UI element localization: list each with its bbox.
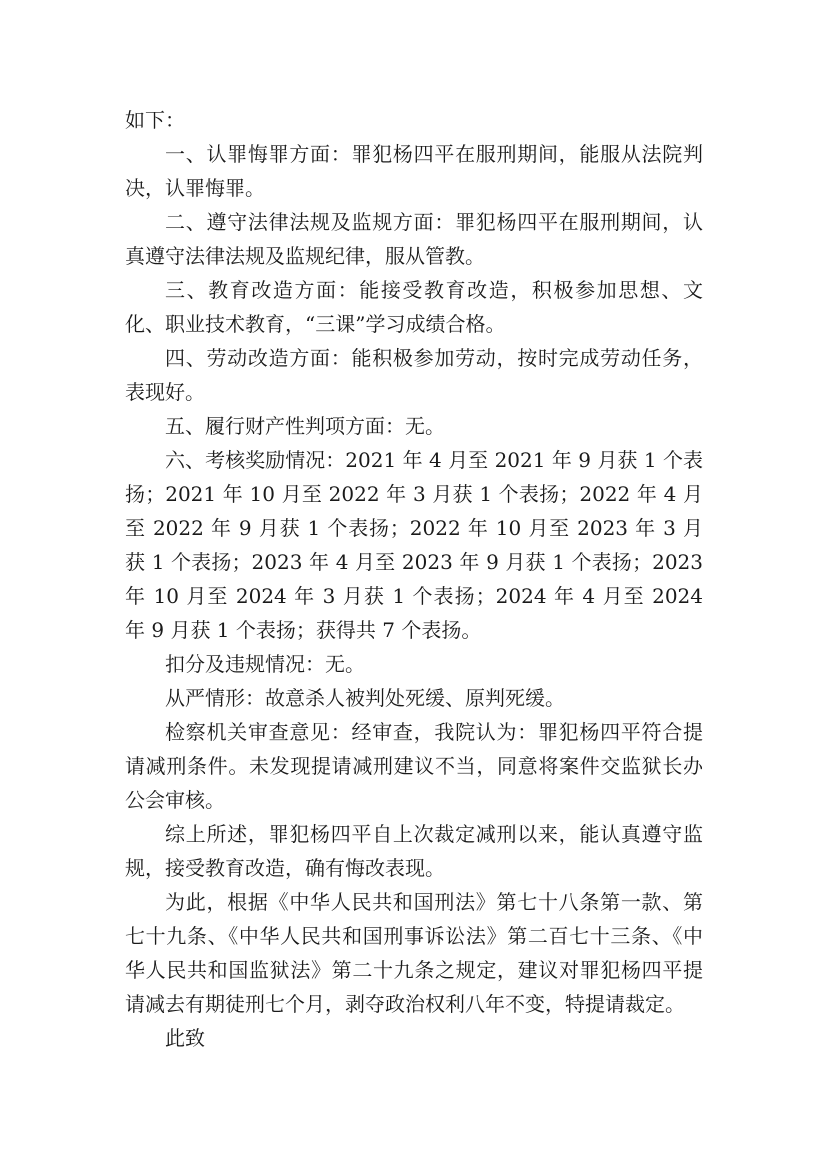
paragraph-strict-circumstances: 从严情形：故意杀人被判处死缓、原判死缓。 bbox=[165, 686, 565, 710]
paragraph-labor: 四、劳动改造方面：能积极参加劳动，按时完成劳动任务，表现好。 bbox=[125, 346, 703, 404]
paragraph-intro: 如下： bbox=[125, 108, 185, 132]
paragraph-legal-basis: 为此，根据《中华人民共和国刑法》第七十八条第一款、第七十九条、《中华人民共和国刑事诉讼法》第二百七十三条、《中华人民共和国监狱法》第二十九条之规定，建议对罪犯杨四平提请减去有期徒刑七个月，剥夺政治权利八年不变，特提请裁定。 bbox=[125, 890, 703, 1016]
paragraph-repentance: 一、认罪悔罪方面：罪犯杨四平在服刑期间，能服从法院判决，认罪悔罪。 bbox=[125, 142, 703, 200]
paragraph-procuratorate-opinion: 检察机关审查意见：经审查，我院认为：罪犯杨四平符合提请减刑条件。未发现提请减刑建议不当，同意将案件交监狱长办公会审核。 bbox=[125, 720, 703, 812]
paragraph-property-obligation: 五、履行财产性判项方面：无。 bbox=[165, 414, 445, 438]
paragraph-violations: 扣分及违规情况：无。 bbox=[165, 652, 365, 676]
paragraph-summary: 综上所述，罪犯杨四平自上次裁定减刑以来，能认真遵守监规，接受教育改造，确有悔改表现。 bbox=[125, 822, 703, 880]
document-body bbox=[125, 103, 703, 1055]
paragraph-law-compliance: 二、遵守法律法规及监规方面：罪犯杨四平在服刑期间，认真遵守法律法规及监规纪律，服从管教。 bbox=[125, 210, 703, 268]
paragraph-rewards: 六、考核奖励情况：2021 年 4 月至 2021 年 9 月获 1 个表扬；2021 年 10 月至 2022 年 3 月获 1 个表扬；2022 年 4 月至 2022 年 9 月获 1 个表扬；2022 年 10 月至 2023 年 3 月获 1 个表扬；2023 年 4 月至 2023 年 9 月获 1 个表扬；2023 年 10 月至 2024 年 3 月获 1 个表扬；2024 年 4 月至 2024 年 9 月获 1 个表扬；获得共 7 个表扬。 bbox=[125, 448, 703, 642]
paragraph-education: 三、教育改造方面：能接受教育改造，积极参加思想、文化、职业技术教育，“三课”学习成绩合格。 bbox=[125, 278, 703, 336]
paragraph-closing: 此致 bbox=[165, 1026, 205, 1050]
